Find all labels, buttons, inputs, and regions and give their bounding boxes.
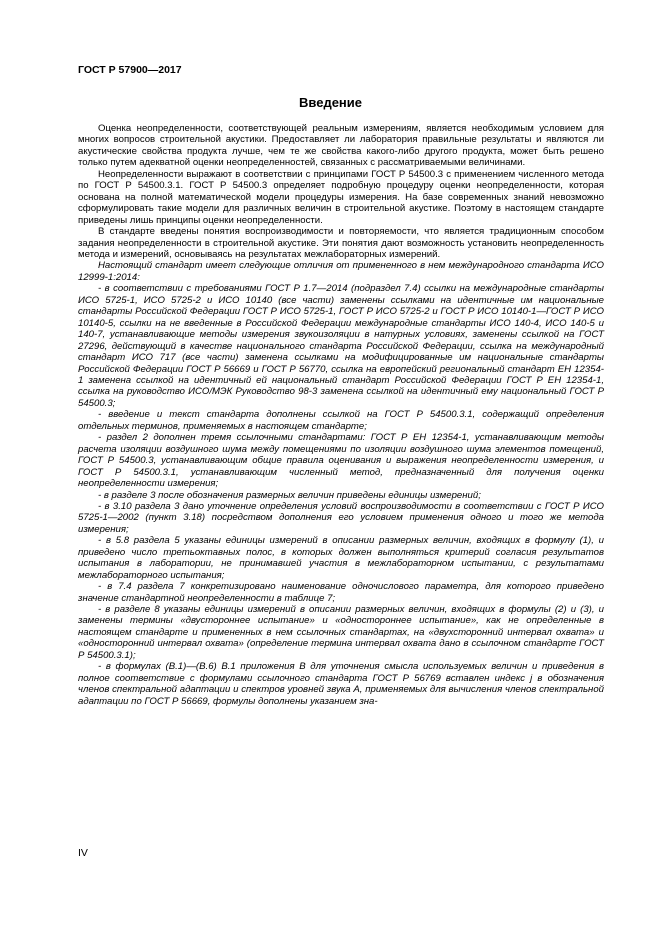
- difference-item: - раздел 2 дополнен тремя ссылочными стандартами: ГОСТ Р ЕН 12354-1, устанавливающим методы расчета изоляции воздушного шума между помещениями по изоляции воздушного шума элементов помещений, ГОСТ Р 54500.3, устанавливающим общие правила оценивания и выражения неопределенности измерения, и ГОСТ Р 54500.3.1, устанавливающим численный метод, предназначенный для получения оценки неопределенности измерения;: [78, 432, 604, 490]
- paragraph-uncertainty: Неопределенности выражают в соответствии с принципами ГОСТ Р 54500.3 с применением численного метода по ГОСТ Р 54500.3.1. ГОСТ Р 54500.3 определяет подробную процедуру оценки неопределенности, которая основана на полной математической модели процедуры измерения. На базе современных знаний невозможно сформулировать такие модели для различных величин в строительной акустике. Поэтому в настоящем стандарте приведены лишь принципы оценки неопределенности.: [78, 168, 604, 226]
- difference-item: - в 5.8 раздела 5 указаны единицы измерений в описании размерных величин, входящих в формулу (1), и приведено число третьоктавных полос, в которых должен выполняться критерий согласия результатов испытания в лаборатории, не принимавшей участия в межлабораторном испытании, с результатами межлабораторного испытания;: [78, 535, 604, 581]
- document-body: [78, 123, 604, 707]
- page-number: IV: [78, 847, 88, 859]
- section-title: Введение: [299, 95, 362, 110]
- differences-intro: Настоящий стандарт имеет следующие отличия от примененного в нем международного стандарта ИСО 12999-1:2014:: [78, 260, 604, 283]
- paragraph-reproducibility: В стандарте введены понятия воспроизводимости и повторяемости, что является традиционным способом задания неопределенности в строительной акустике. Эти понятия дают возможность установить неопределенность метода и измерений, основываясь на результатах межлабораторных измерений.: [78, 226, 604, 260]
- difference-item: - в 7.4 раздела 7 конкретизировано наименование одночислового параметра, для которого приведено значение стандартной неопределенности в таблице 7;: [78, 581, 604, 604]
- standard-header: ГОСТ Р 57900—2017: [78, 64, 182, 76]
- difference-item: - введение и текст стандарта дополнены ссылкой на ГОСТ Р 54500.3.1, содержащий определения отдельных терминов, применяемых в настоящем стандарте;: [78, 409, 604, 432]
- difference-item: - в разделе 8 указаны единицы измерений в описании размерных величин, входящих в формулы (2) и (3), и заменены термины «двустороннее испытание» и «одностороннее испытание», как не определенные в настоящем стандарте и примененных в нем ссылочных стандартах, на «двухсторонний интервал охвата» и «односторонний интервал охвата» (определение термина интервал охвата дано в ссылочном стандарте ГОСТ Р 54500.3.1);: [78, 604, 604, 661]
- difference-item: - в формулах (В.1)—(В.6) В.1 приложения В для уточнения смысла используемых величин и приведения в полное соответствие с формулами ссылочного стандарта ГОСТ Р 56769 вставлен индекс j в обозначения членов спектральной адаптации и спектров уровней звука А, применяемых для вычисления членов спектральной адаптации по ГОСТ Р 56669, формулы дополнены указанием зна-: [78, 661, 604, 707]
- paragraph-intro: Оценка неопределенности, соответствующей реальным измерениям, является необходимым условием для многих вопросов строительной акустики. Предоставляет ли лаборатория правильные результаты и являются ли акустические свойства продукта лучше, чем те же свойства какого-либо другого продукта, может быть решено только путем адекватной оценки неопределенностей, связанных с рассматриваемыми величинами.: [78, 123, 604, 169]
- difference-item: - в разделе 3 после обозначения размерных величин приведены единицы измерений;: [98, 489, 481, 501]
- difference-item: - в 3.10 раздела 3 дано уточнение определения условий воспроизводимости в соответствии с ГОСТ Р ИСО 5725-1—2002 (пункт 3.18) посредством дополнения его условием применения одного и того же метода измерения;: [78, 500, 604, 535]
- difference-item: - в соответствии с требованиями ГОСТ Р 1.7—2014 (подраздел 7.4) ссылки на международные стандарты ИСО 5725-1, ИСО 5725-2 и ИСО 10140 (все части) заменены ссылками на идентичные им национальные стандарты Российской Федерации ГОСТ Р ИСО 5725-1, ГОСТ Р ИСО 5725-2 и ГОСТ Р ИСО 10140-1—ГОСТ Р ИСО 10140-5, ссылки на не введенные в Российской Федерации международные стандарты ИСО 140-4, ИСО 140-5 и 140-7, устанавливающие методы измерения звукоизоляции в натурных условиях, заменены ссылкой на ГОСТ 27296, действующий в качестве национального стандарта Российской Федерации, ссылка на международный стандарт ИСО 717 (все части) заменена ссылками на модифицированные им национальные стандарты Российской Федерации ГОСТ Р 56669 и ГОСТ Р 56770, ссылка на европейский региональный стандарт ЕН 12354-1 заменена ссылкой на идентичный ей национальный стандарт Российской Федерации ГОСТ Р ЕН 12354-1, ссылка на руководство ИСО/МЭК Руководство 98-3 заменена ссылкой на идентичный ему национальный ГОСТ Р 54500.3;: [78, 283, 604, 409]
